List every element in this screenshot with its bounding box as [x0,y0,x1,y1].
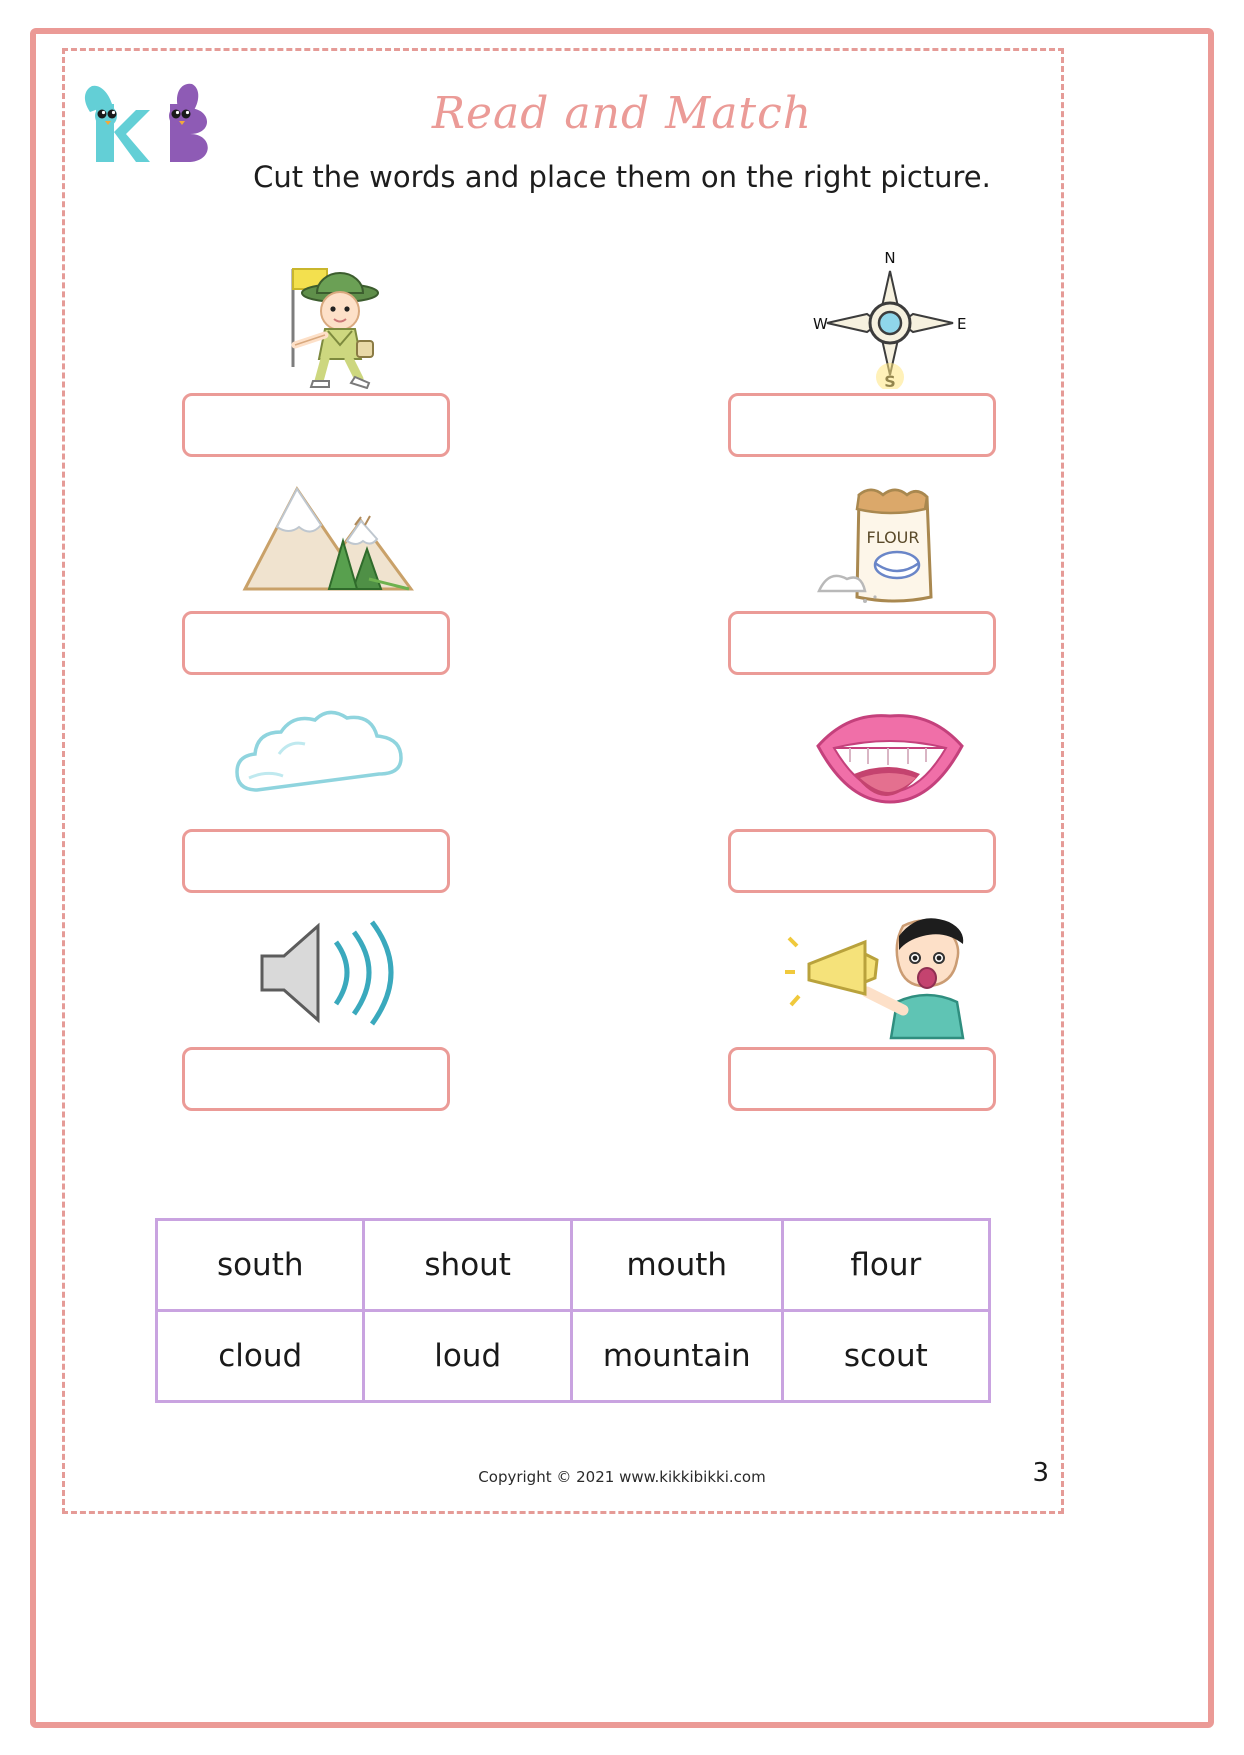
item-scout [140,245,520,457]
item-row [140,681,1080,893]
svg-text:E: E [957,315,967,333]
answer-box-scout[interactable] [182,393,450,457]
snowy-mountain-icon [140,463,520,611]
picture-item-grid [140,245,1080,1117]
item-row [140,245,1080,457]
scout-boy-with-flag-icon [140,245,520,393]
boy-shouting-megaphone-icon [700,899,1080,1047]
svg-text:W: W [813,315,828,333]
word-card-flour[interactable]: flour [782,1220,989,1311]
item-flour [700,463,1080,675]
answer-box-mountain[interactable] [182,611,450,675]
loud-speaker-icon [140,899,520,1047]
item-mouth [700,681,1080,893]
answer-box-loud[interactable] [182,1047,450,1111]
flour-bag-icon [700,463,1080,611]
page-instructions: Cut the words and place them on the right picture. [253,160,991,194]
answer-box-shout[interactable] [728,1047,996,1111]
cloud-icon [140,681,520,829]
table-row [157,1311,990,1402]
item-loud [140,899,520,1111]
word-bank-table [155,1218,991,1403]
open-mouth-icon [700,681,1080,829]
page-title: Read and Match [431,88,813,139]
word-card-cloud[interactable]: cloud [157,1311,364,1402]
svg-text:FLOUR: FLOUR [866,527,920,547]
word-card-south[interactable]: south [157,1220,364,1311]
answer-box-south[interactable] [728,393,996,457]
answer-box-flour[interactable] [728,611,996,675]
word-card-scout[interactable]: scout [782,1311,989,1402]
item-row [140,899,1080,1111]
item-mountain [140,463,520,675]
word-card-mouth[interactable]: mouth [571,1220,782,1311]
answer-box-cloud[interactable] [182,829,450,893]
page-number: 3 [1032,1458,1049,1488]
copyright-text: Copyright © 2021 www.kikkibikki.com [478,1468,766,1486]
word-card-mountain[interactable]: mountain [571,1311,782,1402]
word-card-loud[interactable]: loud [364,1311,571,1402]
item-cloud [140,681,520,893]
item-row [140,463,1080,675]
item-shout [700,899,1080,1111]
answer-box-mouth[interactable] [728,829,996,893]
svg-text:N: N [884,249,896,267]
compass-rose-south-icon [700,245,1080,393]
word-card-shout[interactable]: shout [364,1220,571,1311]
item-south [700,245,1080,457]
table-row [157,1220,990,1311]
